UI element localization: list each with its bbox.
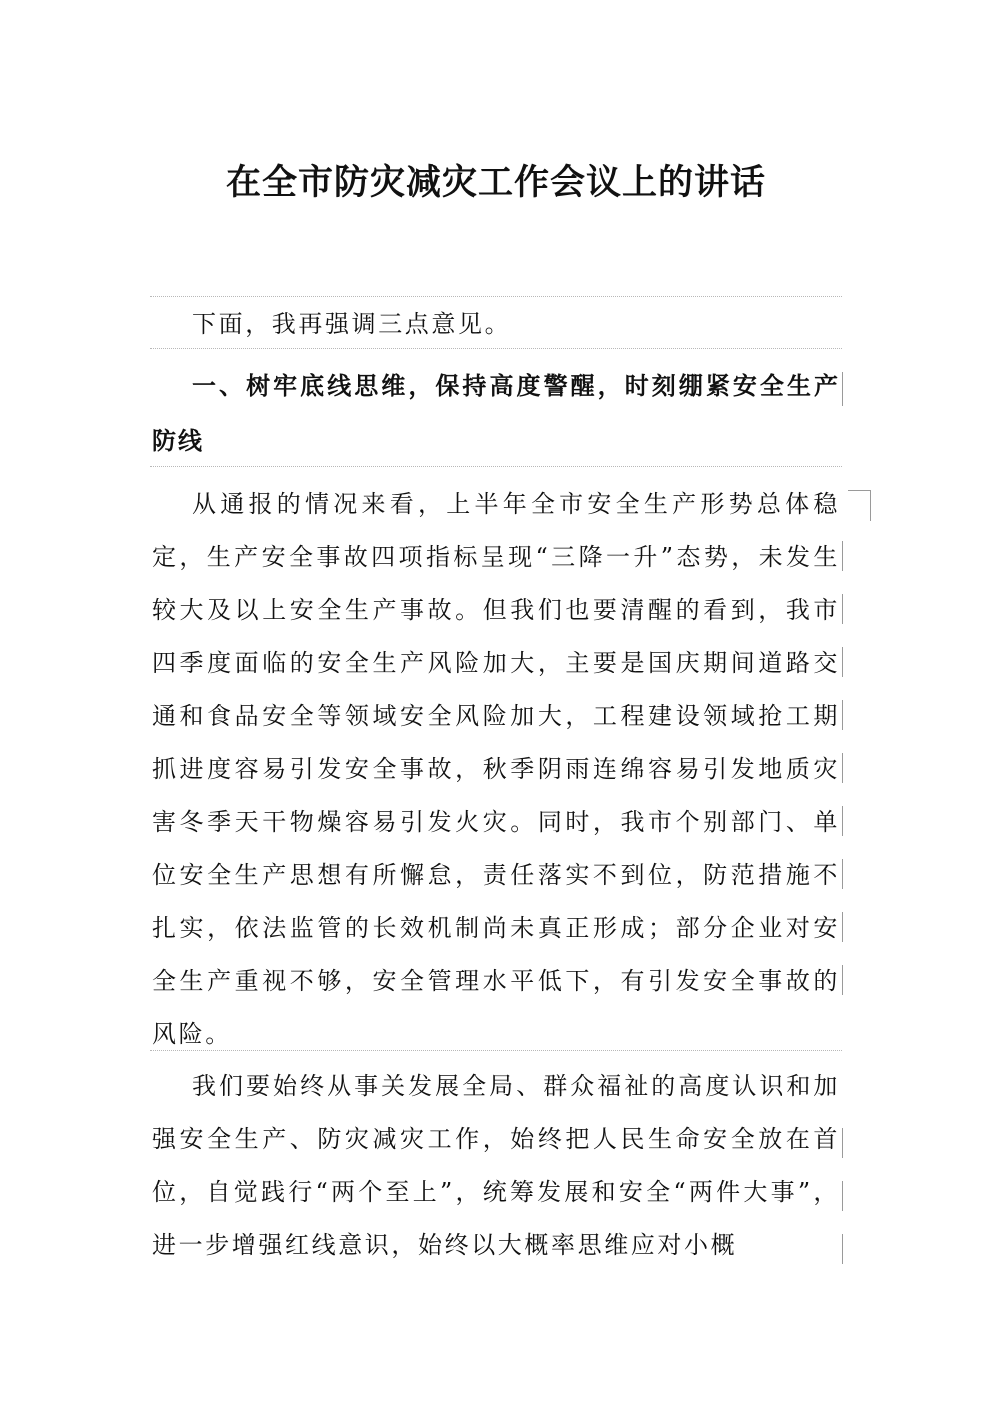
line-end-mark	[842, 1128, 843, 1158]
paragraph-separator	[150, 466, 842, 467]
body-paragraph-1: 从通报的情况来看，上半年全市安全生产形势总体稳定，生产安全事故四项指标呈现“三降一升”态势，未发生较大及以上安全生产事故。但我们也要清醒的看到，我市四季度面临的安全生产风险加大，主要是国庆期间道路交通和食品安全等领域安全风险加大，工程建设领域抢工期抓进度容易引发安全事故，秋季阴雨连绵容易引发地质灾害冬季天干物燥容易引发火灾。同时，我市个别部门、单位安全生产思想有所懈怠，责任落实不到位，防范措施不扎实，依法监管的长效机制尚未真正形成；部分企业对安全生产重视不够，安全管理水平低下，有引发安全事故的风险。	[152, 490, 840, 1048]
line-end-mark	[842, 806, 843, 836]
body-paragraph-2: 我们要始终从事关发展全局、群众福祉的高度认识和加强安全生产、防灾减灾工作，始终把人民生命安全放在首位，自觉践行“两个至上”，统筹发展和安全“两件大事”，进一步增强红线意识，始终以大概率思维应对小概	[152, 1072, 840, 1259]
line-end-mark	[842, 594, 843, 624]
line-end-mark	[842, 541, 843, 571]
page-corner-mark	[848, 490, 871, 521]
document-title: 在全市防灾减灾工作会议上的讲话	[225, 162, 766, 203]
paragraph-separator	[150, 348, 842, 349]
line-end-mark	[842, 1181, 843, 1211]
line-end-mark	[842, 859, 843, 889]
line-end-mark	[842, 965, 843, 995]
line-end-mark	[842, 372, 843, 406]
line-end-mark	[842, 700, 843, 730]
paragraph-separator	[150, 1050, 842, 1051]
intro-paragraph: 下面，我再强调三点意见。	[192, 310, 512, 338]
line-end-mark	[842, 647, 843, 677]
line-end-mark	[842, 753, 843, 783]
line-end-mark	[842, 1234, 843, 1264]
paragraph-separator	[150, 296, 842, 297]
line-end-mark	[842, 912, 843, 942]
section-heading-1: 一、树牢底线思维，保持高度警醒，时刻绷紧安全生产防线	[152, 371, 840, 455]
